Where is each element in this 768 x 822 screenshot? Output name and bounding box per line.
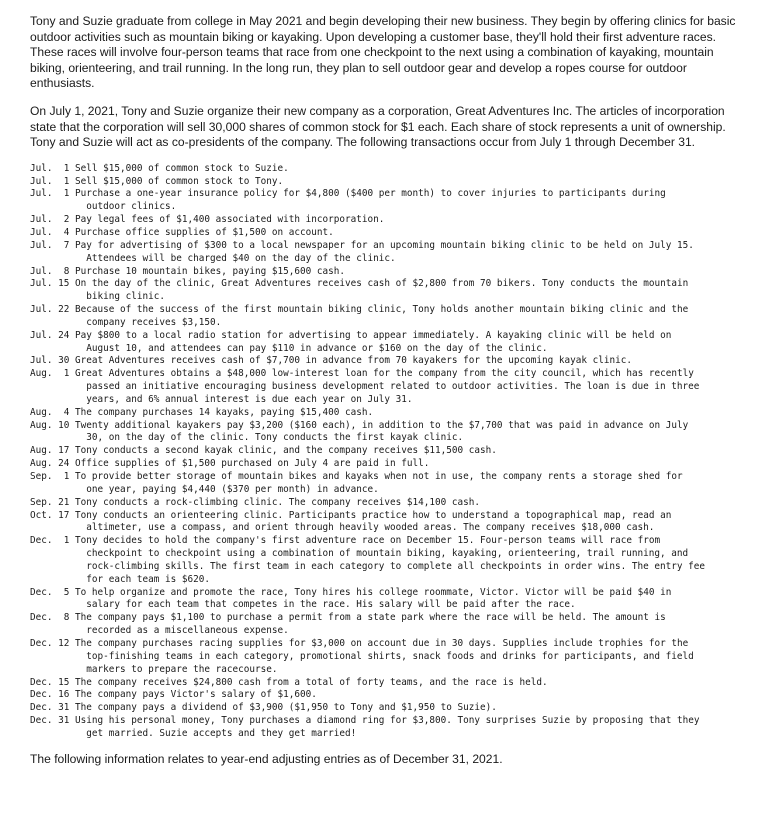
transaction-first-line bbox=[30, 587, 742, 600]
transaction-entry bbox=[30, 266, 742, 279]
transaction-text: Using his personal money, Tony purchases a diamond ring for $3,800. Tony surprises Suzie by proposing that they bbox=[75, 715, 700, 727]
intro-paragraph-2: On July 1, 2021, Tony and Suzie organize their new company as a corporation, Great Adventures Inc. The articles of incorporation state that the corporation will sell 30,000 shares of common stock for $1 each. Each share of stock represents a unit of ownership. Tony and Suzie will act as co-presidents of the company. The following transactions occur from July 1 through December 31. bbox=[30, 103, 726, 150]
transaction-date: Jul. 1 bbox=[30, 188, 70, 200]
transaction-entry bbox=[30, 677, 742, 690]
transaction-first-line bbox=[30, 420, 742, 433]
transaction-entry bbox=[30, 497, 742, 510]
transaction-text: The company pays Victor's salary of $1,600. bbox=[75, 689, 317, 701]
transaction-text: August 10, and attendees can pay $110 in advance or $160 on the day of the clinic. bbox=[86, 342, 548, 354]
transaction-continuation-line bbox=[30, 381, 742, 394]
transaction-text: Tony conducts a rock-climbing clinic. The company receives $14,100 cash. bbox=[75, 496, 481, 508]
transaction-date: Jul. 1 bbox=[30, 162, 70, 174]
transaction-continuation-line bbox=[30, 664, 742, 677]
transaction-entry bbox=[30, 715, 742, 741]
transaction-text: Sell $15,000 of common stock to Tony. bbox=[75, 175, 284, 187]
transaction-date: Oct. 17 bbox=[30, 509, 70, 521]
transaction-text: To provide better storage of mountain bikes and kayaks when not in use, the company rents a storage shed for bbox=[75, 471, 683, 482]
transaction-text: recorded as a miscellaneous expense. bbox=[86, 625, 289, 637]
transaction-first-line bbox=[30, 266, 742, 279]
transaction-text: Tony decides to hold the company's first adventure race on December 15. Four-person teams will race from bbox=[75, 535, 661, 547]
transaction-continuation-line bbox=[30, 394, 742, 407]
transaction-continuation-line bbox=[30, 599, 742, 612]
transaction-text: Pay for advertising of $300 to a local newspaper for an upcoming mountain biking clinic to be held on July 15. bbox=[75, 239, 694, 251]
intro-paragraph-1: Tony and Suzie graduate from college in May 2021 and begin developing their new business. They begin by offering clinics for basic outdoor activities such as mountain biking or kayaking. Upon developing a customer base, they'll hold their first adventure races. These races will involve four-person teams that race from one checkpoint to the next using a combination of kayaking, mountain biking, orienteering, and trail running. In the long run, they plan to sell outdoor gear and develop a ropes course for outdoor enthusiasts. bbox=[30, 14, 736, 91]
transaction-text: rock-climbing skills. The first team in each category to complete all checkpoints in order wins. The entry fee bbox=[86, 560, 706, 572]
transaction-first-line bbox=[30, 471, 742, 484]
transaction-first-line bbox=[30, 304, 742, 317]
transaction-entry bbox=[30, 471, 742, 497]
transaction-first-line bbox=[30, 612, 742, 625]
transaction-first-line bbox=[30, 176, 742, 189]
transaction-first-line bbox=[30, 330, 742, 343]
transaction-date: Aug. 10 bbox=[30, 419, 70, 431]
transaction-entry bbox=[30, 420, 742, 446]
transaction-first-line bbox=[30, 715, 742, 728]
transaction-continuation-line bbox=[30, 291, 742, 304]
transaction-first-line bbox=[30, 368, 742, 381]
transaction-entry bbox=[30, 368, 742, 407]
transaction-date: Jul. 30 bbox=[30, 355, 70, 367]
transaction-text: Because of the success of the first mountain biking clinic, Tony holds another mountain biking clinic and the bbox=[75, 304, 689, 316]
transaction-text: years, and 6% annual interest is due each year on July 31. bbox=[86, 393, 413, 405]
transaction-entry bbox=[30, 445, 742, 458]
transaction-entry bbox=[30, 407, 742, 420]
transaction-continuation-line bbox=[30, 728, 742, 741]
transaction-list bbox=[30, 163, 742, 741]
transaction-first-line bbox=[30, 497, 742, 510]
transaction-text: outdoor clinics. bbox=[86, 201, 177, 213]
transaction-first-line bbox=[30, 638, 742, 651]
transaction-entry bbox=[30, 355, 742, 368]
transaction-date: Jul. 15 bbox=[30, 278, 70, 290]
transaction-text: get married. Suzie accepts and they get married! bbox=[86, 727, 357, 739]
transaction-text: The company purchases 14 kayaks, paying $15,400 cash. bbox=[75, 406, 374, 418]
transaction-date: Aug. 4 bbox=[30, 406, 70, 418]
transaction-date: Sep. 1 bbox=[30, 471, 70, 482]
transaction-entry bbox=[30, 188, 742, 214]
transaction-text: Pay legal fees of $1,400 associated with incorporation. bbox=[75, 214, 385, 226]
transaction-date: Jul. 22 bbox=[30, 304, 70, 316]
transaction-text: Great Adventures receives cash of $7,700 in advance from 70 kayakers for the upcoming kayak clinic. bbox=[75, 355, 632, 367]
transaction-text: On the day of the clinic, Great Adventures receives cash of $2,800 from 70 bikers. Tony conducts the mountain bbox=[75, 278, 689, 290]
transaction-continuation-line bbox=[30, 574, 742, 587]
transaction-entry bbox=[30, 330, 742, 356]
transaction-first-line bbox=[30, 188, 742, 201]
transaction-entry bbox=[30, 587, 742, 613]
transaction-entry bbox=[30, 227, 742, 240]
transaction-text: Tony conducts a second kayak clinic, and the company receives $11,500 cash. bbox=[75, 445, 497, 457]
transaction-first-line bbox=[30, 355, 742, 368]
transaction-date: Jul. 7 bbox=[30, 239, 70, 251]
transaction-entry bbox=[30, 689, 742, 702]
transaction-continuation-line bbox=[30, 561, 742, 574]
transaction-first-line bbox=[30, 407, 742, 420]
transaction-first-line bbox=[30, 702, 742, 715]
transaction-continuation-line bbox=[30, 343, 742, 356]
transaction-first-line bbox=[30, 535, 742, 548]
transaction-first-line bbox=[30, 278, 742, 291]
transaction-first-line bbox=[30, 458, 742, 471]
transaction-date: Jul. 4 bbox=[30, 226, 70, 238]
transaction-entry bbox=[30, 163, 742, 176]
transaction-text: Purchase a one-year insurance policy for $4,800 ($400 per month) to cover injuries to participants during bbox=[75, 188, 666, 200]
problem-document bbox=[30, 14, 742, 767]
transaction-entry bbox=[30, 240, 742, 266]
transaction-date: Dec. 12 bbox=[30, 637, 70, 649]
transaction-date: Aug. 17 bbox=[30, 445, 70, 457]
transaction-text: 30, on the day of the clinic. Tony conducts the first kayak clinic. bbox=[86, 432, 464, 444]
transaction-text: The company purchases racing supplies for $3,000 on account due in 30 days. Supplies include trophies for the bbox=[75, 637, 689, 649]
transaction-text: Great Adventures obtains a $48,000 low-interest loan for the company from the city council, which has recently bbox=[75, 368, 694, 380]
transaction-continuation-line bbox=[30, 484, 742, 497]
transaction-continuation-line bbox=[30, 253, 742, 266]
transaction-entry bbox=[30, 304, 742, 330]
closing-paragraph: The following information relates to year-end adjusting entries as of December 31, 2021. bbox=[30, 751, 503, 766]
transaction-text: Purchase 10 mountain bikes, paying $15,600 cash. bbox=[75, 265, 346, 277]
transaction-continuation-line bbox=[30, 548, 742, 561]
transaction-date: Dec. 15 bbox=[30, 676, 70, 688]
transaction-date: Jul. 8 bbox=[30, 265, 70, 277]
transaction-date: Aug. 1 bbox=[30, 368, 70, 380]
transaction-continuation-line bbox=[30, 522, 742, 535]
transaction-first-line bbox=[30, 227, 742, 240]
transaction-text: Tony conducts an orienteering clinic. Participants practice how to understand a topographical map, read an bbox=[75, 509, 672, 521]
transaction-continuation-line bbox=[30, 201, 742, 214]
transaction-first-line bbox=[30, 214, 742, 227]
transaction-text: The company receives $24,800 cash from a total of forty teams, and the race is held. bbox=[75, 676, 548, 688]
transaction-first-line bbox=[30, 510, 742, 523]
transaction-entry bbox=[30, 612, 742, 638]
transaction-entry bbox=[30, 214, 742, 227]
transaction-text: one year, paying $4,440 ($370 per month) in advance. bbox=[86, 483, 379, 495]
transaction-text: markers to prepare the racecourse. bbox=[86, 663, 278, 675]
transaction-text: company receives $3,150. bbox=[86, 316, 222, 328]
transaction-continuation-line bbox=[30, 317, 742, 330]
transaction-first-line bbox=[30, 677, 742, 690]
transaction-date: Sep. 21 bbox=[30, 496, 70, 508]
transaction-continuation-line bbox=[30, 625, 742, 638]
transaction-date: Dec. 8 bbox=[30, 612, 70, 624]
transaction-date: Dec. 31 bbox=[30, 715, 70, 727]
transaction-first-line bbox=[30, 240, 742, 253]
transaction-first-line bbox=[30, 445, 742, 458]
transaction-text: Attendees will be charged $40 on the day of the clinic. bbox=[86, 252, 396, 264]
transaction-text: for each team is $620. bbox=[86, 573, 211, 585]
transaction-date: Jul. 1 bbox=[30, 175, 70, 187]
transaction-entry bbox=[30, 535, 742, 586]
transaction-entry bbox=[30, 702, 742, 715]
transaction-date: Dec. 5 bbox=[30, 586, 70, 598]
transaction-text: The company pays a dividend of $3,900 ($1,950 to Tony and $1,950 to Suzie). bbox=[75, 702, 497, 714]
transaction-text: Pay $800 to a local radio station for advertising to appear immediately. A kayaking clinic will be held on bbox=[75, 329, 672, 341]
transaction-text: passed an initiative encouraging business development related to outdoor activities. The loan is due in three bbox=[86, 381, 700, 393]
transaction-entry bbox=[30, 176, 742, 189]
transaction-first-line bbox=[30, 689, 742, 702]
transaction-text: salary for each team that competes in the race. His salary will be paid after the race. bbox=[86, 599, 576, 611]
transaction-date: Dec. 1 bbox=[30, 535, 70, 547]
transaction-text: Sell $15,000 of common stock to Suzie. bbox=[75, 162, 289, 174]
transaction-text: biking clinic. bbox=[86, 291, 166, 303]
transaction-date: Dec. 16 bbox=[30, 689, 70, 701]
transaction-entry bbox=[30, 458, 742, 471]
transaction-text: top-finishing teams in each category, promotional shirts, snack foods and drinks for participants, and field bbox=[86, 650, 694, 662]
transaction-date: Aug. 24 bbox=[30, 458, 70, 470]
transaction-first-line bbox=[30, 163, 742, 176]
transaction-date: Jul. 24 bbox=[30, 329, 70, 341]
transaction-text: To help organize and promote the race, Tony hires his college roommate, Victor. Victor will be paid $40 in bbox=[75, 586, 672, 598]
transaction-continuation-line bbox=[30, 432, 742, 445]
transaction-date: Dec. 31 bbox=[30, 702, 70, 714]
transaction-text: Twenty additional kayakers pay $3,200 ($160 each), in addition to the $7,700 that was paid in advance on July bbox=[75, 419, 689, 431]
transaction-entry bbox=[30, 638, 742, 677]
transaction-text: Office supplies of $1,500 purchased on July 4 are paid in full. bbox=[75, 458, 430, 470]
transaction-text: The company pays $1,100 to purchase a permit from a state park where the race will be held. The amount is bbox=[75, 612, 666, 624]
transaction-entry bbox=[30, 278, 742, 304]
transaction-text: altimeter, use a compass, and orient through heavily wooded areas. The company receives $18,000 cash. bbox=[86, 522, 655, 534]
transaction-entry bbox=[30, 510, 742, 536]
transaction-date: Jul. 2 bbox=[30, 214, 70, 226]
transaction-text: Purchase office supplies of $1,500 on account. bbox=[75, 226, 334, 238]
transaction-text: checkpoint to checkpoint using a combination of mountain biking, kayaking, orienteering, trail running, and bbox=[86, 548, 689, 560]
transaction-continuation-line bbox=[30, 651, 742, 664]
